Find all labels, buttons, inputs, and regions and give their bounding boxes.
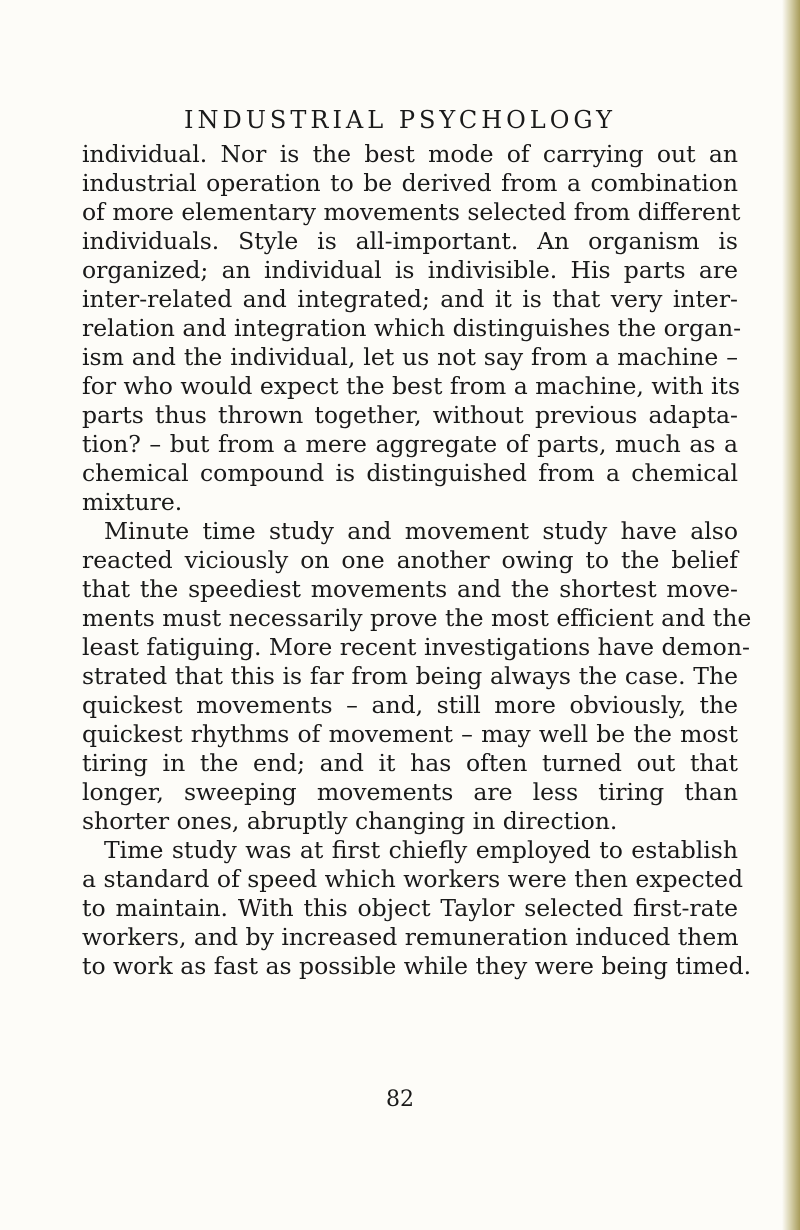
text-line: ism and the individual, let us not say from a machine – [82, 343, 738, 371]
text-line: individuals. Style is all-important. An organism is [82, 227, 738, 255]
text-line: parts thus thrown together, without previous adapta- [82, 401, 738, 429]
text-line: quickest rhythms of movement – may well be the most [82, 720, 738, 748]
text-line: strated that this is far from being always the case. The [82, 662, 738, 690]
text-line: individual. Nor is the best mode of carrying out an [82, 140, 738, 168]
text-line: longer, sweeping movements are less tiring than [82, 778, 738, 806]
text-line: mixture. [82, 488, 183, 516]
text-line: reacted viciously on one another owing to the belief [82, 546, 738, 574]
text-line: tion? – but from a mere aggregate of parts, much as a [82, 430, 738, 458]
text-line: least fatiguing. More recent investigations have demon- [82, 633, 750, 661]
body-text [82, 140, 752, 981]
text-line: workers, and by increased remuneration induced them [82, 923, 739, 951]
page-number: 82 [386, 1087, 414, 1112]
text-line: that the speediest movements and the shortest move- [82, 575, 738, 603]
text-line: Minute time study and movement study have also [104, 517, 738, 545]
text-line: shorter ones, abruptly changing in direction. [82, 807, 618, 835]
text-line: of more elementary movements selected from different [82, 198, 741, 226]
text-line: a standard of speed which workers were then expected [82, 865, 744, 893]
text-line: for who would expect the best from a machine, with its [82, 372, 741, 400]
text-line: relation and integration which distinguishes the organ- [82, 314, 742, 342]
text-line: ments must necessarily prove the most efficient and the [82, 604, 752, 632]
page-edge-shadow [782, 0, 800, 1230]
text-line: inter-related and integrated; and it is that very inter- [82, 285, 738, 313]
text-line: quickest movements – and, still more obviously, the [82, 691, 738, 719]
text-line: tiring in the end; and it has often turned out that [82, 749, 738, 777]
text-line: Time study was at first chiefly employed to establish [104, 836, 738, 864]
text-line: to work as fast as possible while they were being timed. [82, 952, 752, 980]
text-line: to maintain. With this object Taylor selected first-rate [82, 894, 738, 922]
text-line: industrial operation to be derived from a combination [82, 169, 738, 197]
text-line: chemical compound is distinguished from a chemical [82, 459, 738, 487]
text-line: organized; an individual is indivisible. His parts are [82, 256, 738, 284]
running-head: INDUSTRIAL PSYCHOLOGY [183, 106, 617, 134]
